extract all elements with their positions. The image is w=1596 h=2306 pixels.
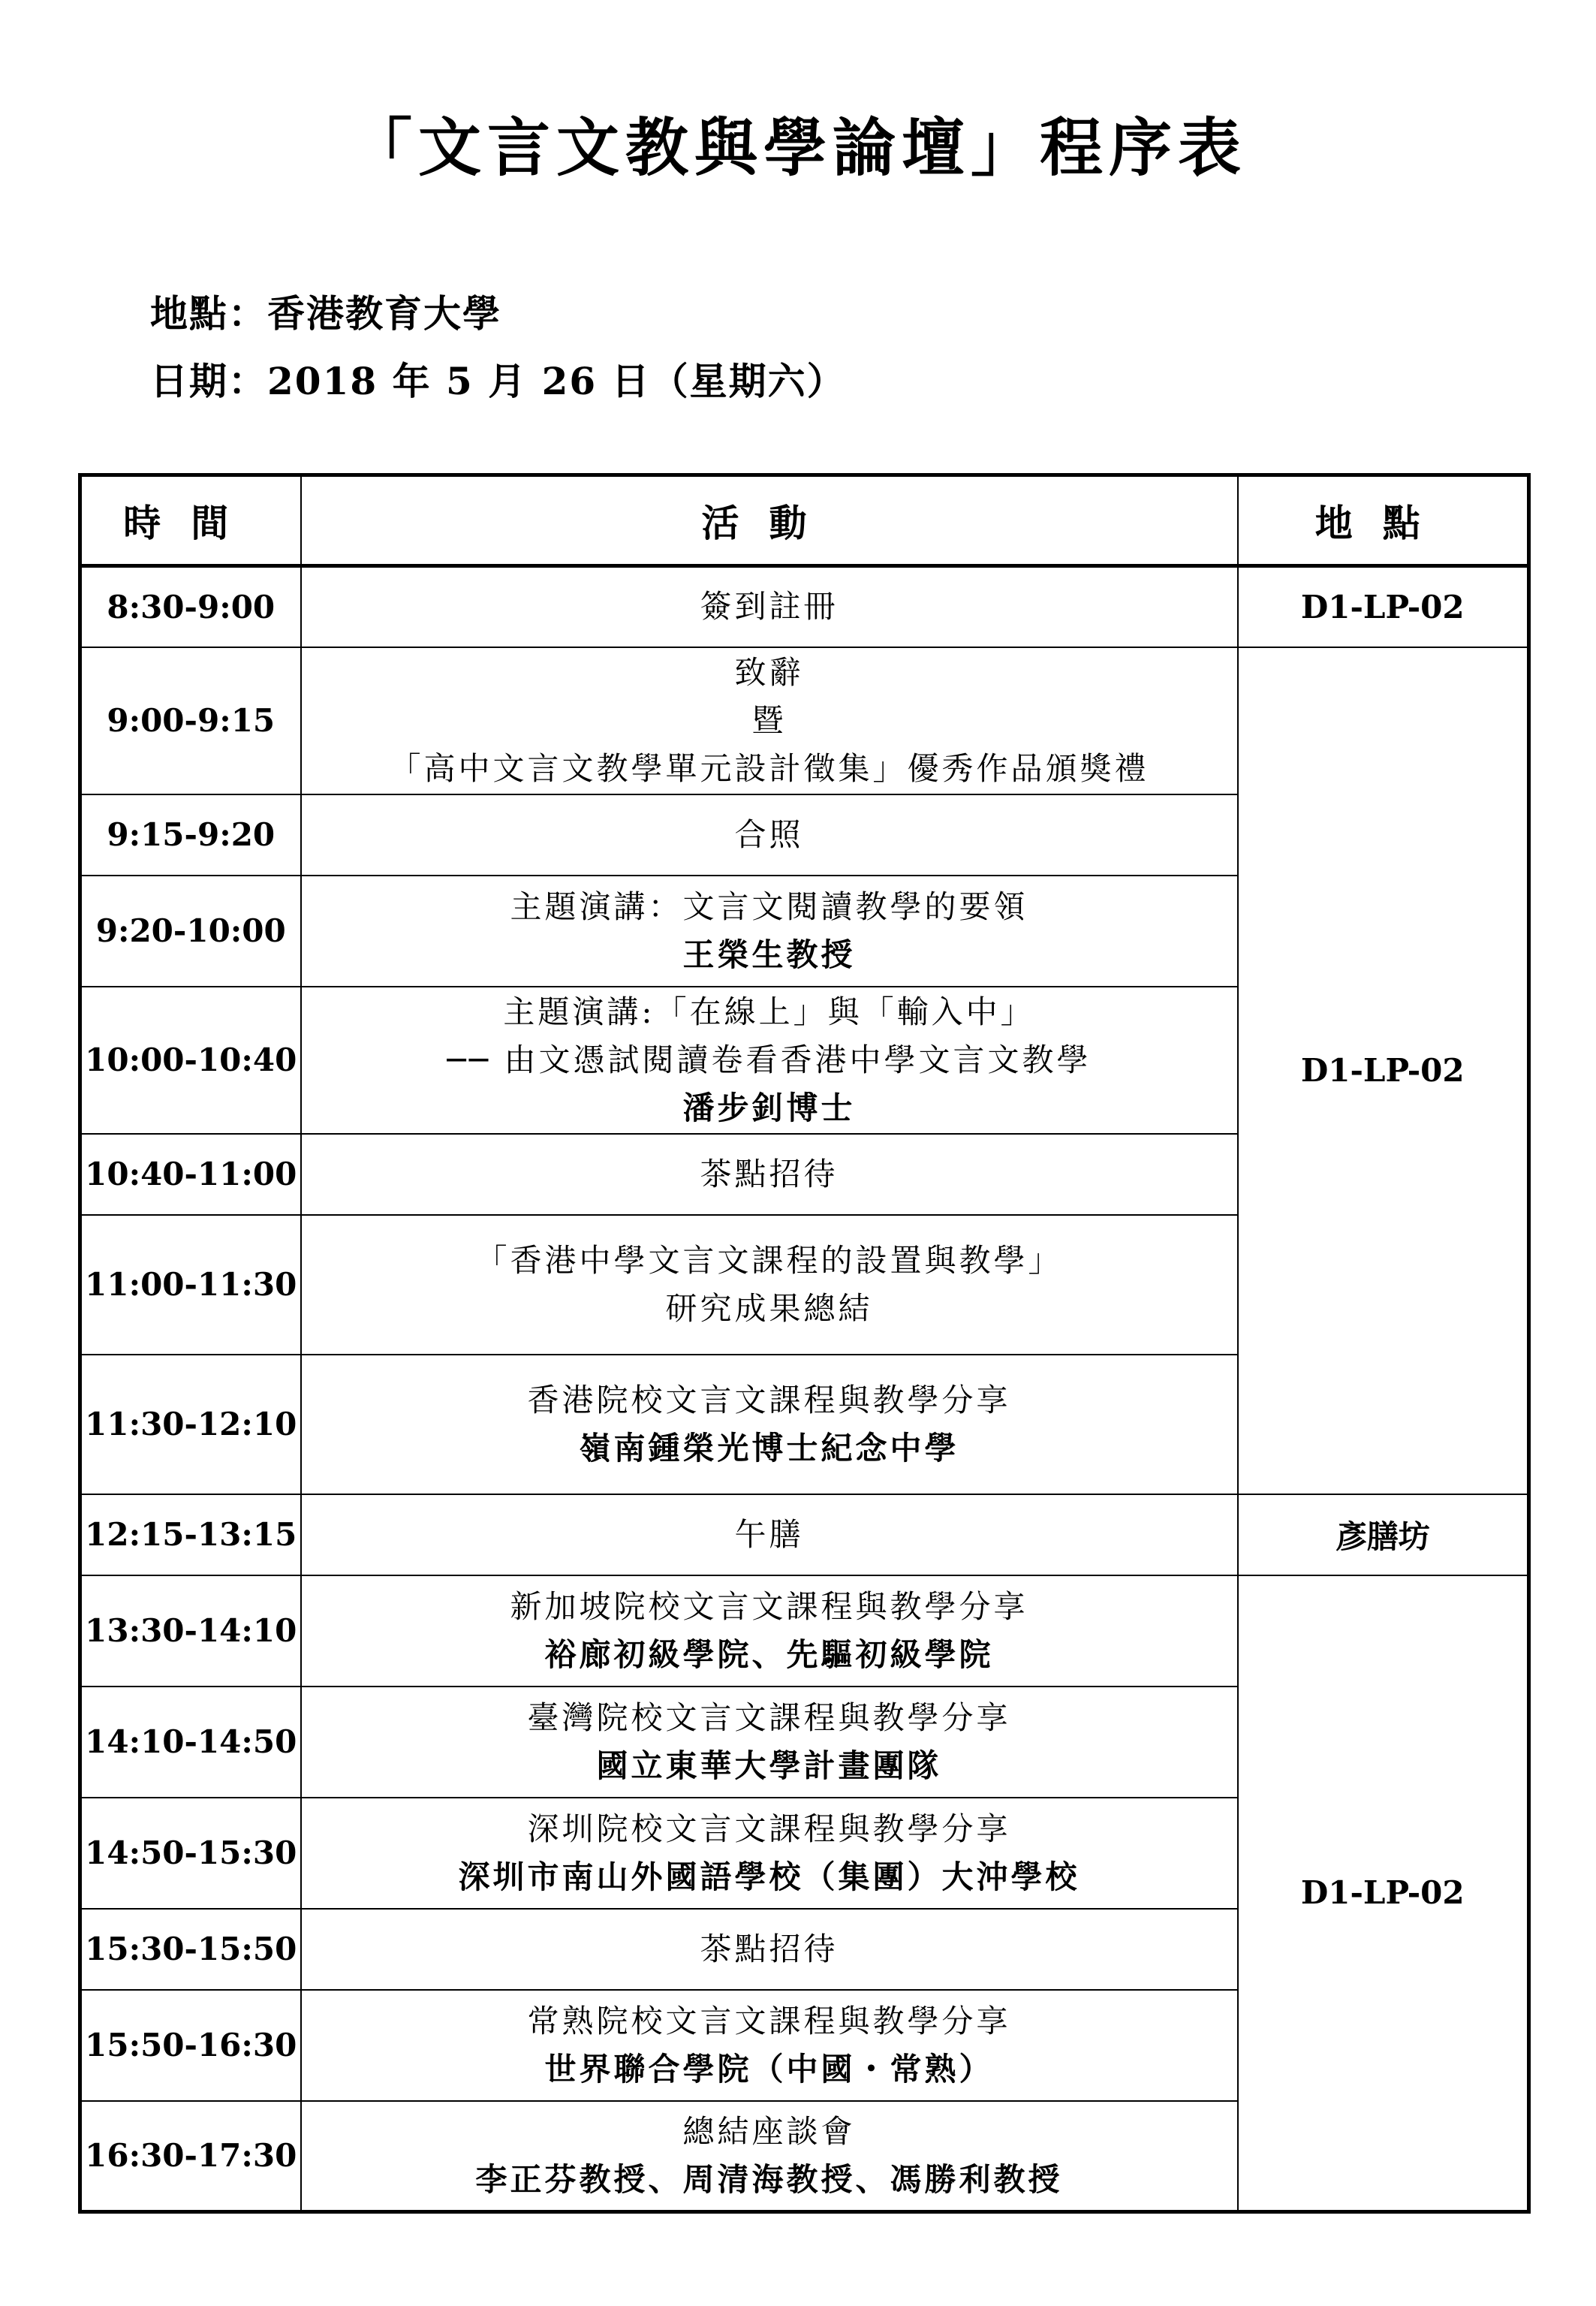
schedule-body [80, 566, 1529, 2212]
page-title: 「文言文教與學論壇」程序表 [348, 110, 1247, 185]
time-cell: 15:50-16:30 [80, 1990, 301, 2101]
activity-text: 臺灣院校文言文課程與教學分享 [527, 1699, 1011, 1736]
activity-text: 午膳 [734, 1515, 804, 1553]
activity-text: 研究成果總結 [665, 1289, 873, 1327]
time-cell: 9:15-9:20 [80, 794, 301, 876]
table-row [80, 647, 1529, 794]
location-cell: D1-LP-02 [1238, 647, 1529, 1494]
speaker-name: 嶺南鍾榮光博士紀念中學 [579, 1429, 959, 1466]
activity-text: 常熟院校文言文課程與教學分享 [527, 2002, 1011, 2039]
activity-cell [301, 647, 1238, 794]
venue-line: 地點：香港教育大學 [150, 291, 501, 336]
activity-text: 茶點招待 [700, 1155, 839, 1192]
time-cell: 11:00-11:30 [80, 1215, 301, 1355]
activity-text: 茶點招待 [700, 1930, 839, 1967]
activity-text: 總結座談會 [682, 2112, 856, 2150]
table-row [80, 566, 1529, 647]
header-row [80, 475, 1529, 566]
time-cell: 11:30-12:10 [80, 1355, 301, 1494]
time-cell: 10:00-10:40 [80, 987, 301, 1134]
speaker-name: 國立東華大學計畫團隊 [596, 1747, 942, 1784]
speaker-name: 世界聯合學院（中國・常熟） [544, 2050, 994, 2087]
activity-text: 主題演講：文言文閱讀教學的要領 [510, 888, 1028, 925]
time-cell: 15:30-15:50 [80, 1909, 301, 1990]
activity-cell [301, 1134, 1238, 1215]
activity-text: 香港院校文言文課程與教學分享 [527, 1381, 1011, 1418]
activity-cell [301, 1798, 1238, 1909]
activity-text: 合照 [734, 815, 804, 853]
activity-text: 新加坡院校文言文課程與教學分享 [510, 1587, 1028, 1625]
schedule-table [78, 473, 1531, 2214]
speaker-name: 深圳市南山外國語學校（集團）大沖學校 [458, 1858, 1080, 1895]
activity-cell [301, 794, 1238, 876]
speaker-name: 李正芬教授、周清海教授、馮勝利教授 [475, 2160, 1063, 2198]
activity-text: 主題演講:「在線上」與「輸入中」 [503, 993, 1035, 1030]
activity-text: 「高中文言文教學單元設計徵集」優秀作品頒獎禮 [389, 749, 1149, 787]
activity-text: ── 由文憑試閱讀卷看香港中學文言文教學 [447, 1041, 1092, 1078]
time-cell: 8:30-9:00 [80, 566, 301, 647]
activity-text: 暨 [751, 701, 787, 739]
activity-text: 致辭 [734, 653, 804, 691]
table-row [80, 1494, 1529, 1575]
table-row [80, 1575, 1529, 1687]
speaker-name: 王榮生教授 [682, 936, 856, 973]
activity-cell [301, 1494, 1238, 1575]
time-cell: 14:10-14:50 [80, 1687, 301, 1798]
activity-text: 簽到註冊 [700, 588, 839, 625]
header-time: 時間 [80, 475, 301, 566]
activity-text: 深圳院校文言文課程與教學分享 [527, 1810, 1011, 1847]
activity-cell [301, 1355, 1238, 1494]
time-cell: 14:50-15:30 [80, 1798, 301, 1909]
time-cell: 9:20-10:00 [80, 876, 301, 987]
time-cell: 12:15-13:15 [80, 1494, 301, 1575]
activity-text: 「香港中學文言文課程的設置與教學」 [475, 1241, 1063, 1279]
activity-cell [301, 566, 1238, 647]
activity-cell [301, 1990, 1238, 2101]
date-line: 日期：2018 年 5 月 26 日（星期六） [150, 359, 846, 403]
activity-cell [301, 1687, 1238, 1798]
time-cell: 9:00-9:15 [80, 647, 301, 794]
location-cell: 彥膳坊 [1238, 1494, 1529, 1575]
activity-cell [301, 1909, 1238, 1990]
activity-cell [301, 1575, 1238, 1687]
speaker-name: 潘步釗博士 [682, 1089, 856, 1126]
activity-cell [301, 2101, 1238, 2212]
header-location: 地點 [1238, 475, 1529, 566]
location-cell: D1-LP-02 [1238, 566, 1529, 647]
activity-cell [301, 876, 1238, 987]
activity-cell [301, 1215, 1238, 1355]
header-activity: 活動 [301, 475, 1238, 566]
time-cell: 13:30-14:10 [80, 1575, 301, 1687]
time-cell: 10:40-11:00 [80, 1134, 301, 1215]
activity-cell [301, 987, 1238, 1134]
location-cell: D1-LP-02 [1238, 1575, 1529, 2212]
speaker-name: 裕廊初級學院、先驅初級學院 [544, 1635, 994, 1673]
time-cell: 16:30-17:30 [80, 2101, 301, 2212]
